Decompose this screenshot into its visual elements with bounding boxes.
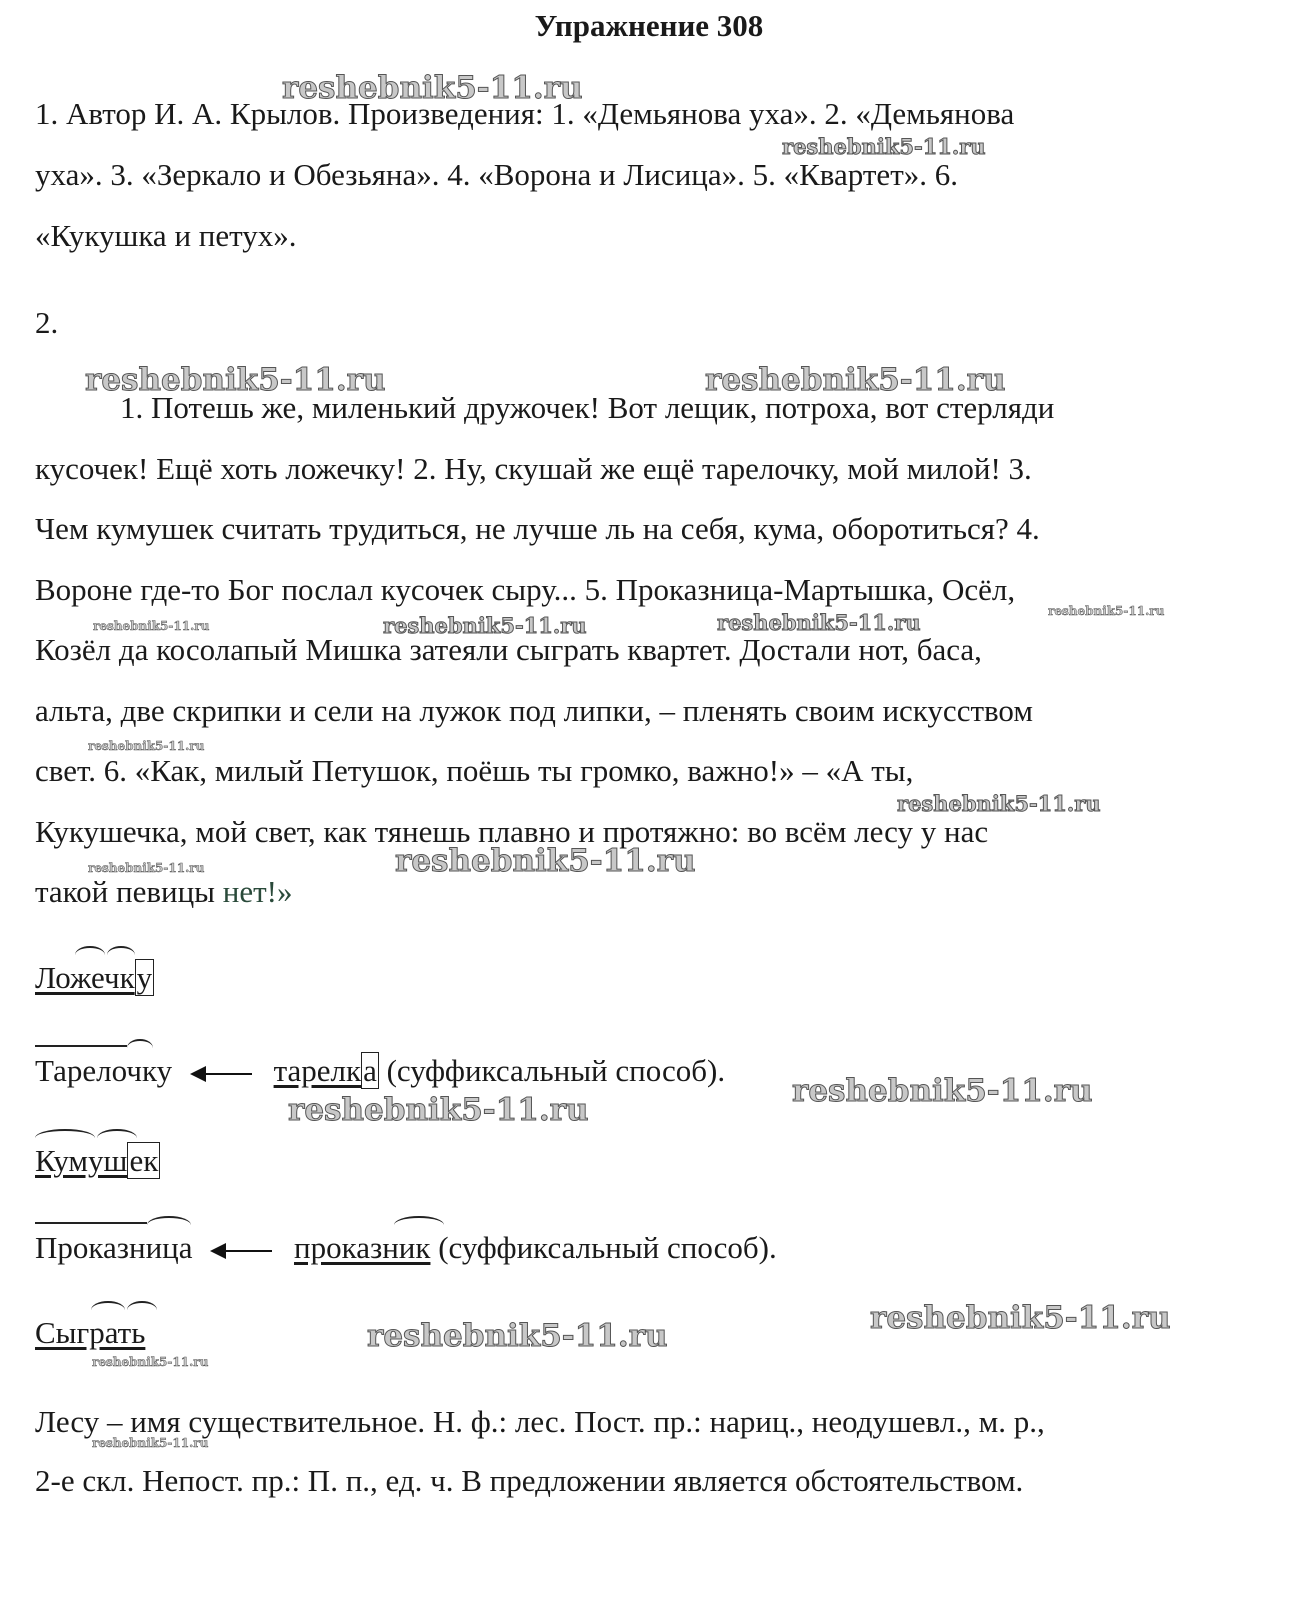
watermark: reshebnik5-11.ru [705,362,1006,398]
morph-sygrat [35,1315,145,1351]
paragraph-2-line-2: кусочек! Ещё хоть ложечку! 2. Ну, скушай же ещё тарелочку, мой милой! 3. [35,451,1032,486]
morph-word-stem [35,1315,145,1351]
ending-box: ек [129,1143,159,1178]
ending-box: а [363,1053,377,1088]
paragraph-2-line-7: свет. 6. «Как, милый Петушок, поёшь ты громко, важно!» – «А ты, [35,753,914,788]
watermark: reshebnik5-11.ru [870,1300,1171,1336]
method-note: (суффиксальный способ). [378,1053,726,1088]
watermark: reshebnik5-11.ru [383,613,587,638]
morph-word [35,1053,172,1089]
paragraph-2-line-8: Кукушечка, мой свет, как тянешь плавно и протяжно: во всём лесу у нас [35,814,989,849]
morph-word-text: Сыграть [35,1315,146,1350]
page-title: Упражнение 308 [534,8,764,43]
suffix-arc [107,946,135,964]
paragraph-1-line-1: 1. Автор И. А. Крылов. Произведения: 1. «Демьянова уха». 2. «Демьянова [35,96,1015,131]
paragraph-2-line-9-text: такой певицы [35,874,223,909]
watermark: reshebnik5-11.ru [92,1436,209,1450]
ending-box: у [136,960,153,995]
paragraph-2-line-3: Чем кумушек считать трудиться, не лучше ль на себя, кума, оборотиться? 4. [35,511,1040,546]
morph-tarelochku [35,1053,725,1089]
watermark: reshebnik5-11.ru [792,1073,1093,1109]
paragraph-1-line-2: уха». 3. «Зеркало и Обезьяна». 4. «Ворона и Лисица». 5. «Квартет». 6. [35,157,958,192]
suffix-arc [394,1216,444,1234]
watermark: reshebnik5-11.ru [92,1355,209,1369]
arrow-left-icon [190,1064,252,1084]
watermark: reshebnik5-11.ru [897,791,1101,816]
source-word-text: проказник [294,1230,431,1265]
watermark: reshebnik5-11.ru [88,861,205,875]
suffix-arc [127,1039,153,1057]
suffix-arc [97,1129,137,1147]
morph-word-text: Тарелочку [35,1053,173,1088]
method-note: (суффиксальный способ). [430,1230,777,1265]
root-line [35,1222,147,1224]
paragraph-2-line-5: Козёл да косолапый Мишка затеяли сыграть квартет. Достали нот, баса, [35,632,982,667]
morph-word-text: Проказница [35,1230,193,1265]
source-word-stem: тарелк [273,1053,362,1088]
morph-kumushek [35,1143,160,1179]
watermark: reshebnik5-11.ru [288,1092,589,1128]
arrow-left-icon [210,1241,272,1261]
morph-lozhechku [35,960,154,996]
watermark: reshebnik5-11.ru [282,70,583,106]
section-2-label: 2. [35,305,59,340]
watermark: reshebnik5-11.ru [88,739,205,753]
watermark: reshebnik5-11.ru [367,1318,668,1354]
watermark: reshebnik5-11.ru [782,134,986,159]
suffix-arc [127,1301,157,1319]
paragraph-1-line-3: «Кукушка и петух». [35,218,297,253]
root-arc [35,1129,95,1147]
root-arc [91,1301,125,1319]
watermark: reshebnik5-11.ru [1048,604,1165,618]
paragraph-3-line-2: 2-е скл. Непост. пр.: П. п., ед. ч. В предложении является обстоятельством. [35,1463,1024,1498]
morph-stem-text: Ложечк [35,960,135,995]
morph-word-stem [35,1143,127,1179]
paragraph-2-line-9 [35,874,293,910]
watermark: reshebnik5-11.ru [395,843,696,879]
root-line [35,1045,127,1047]
source-word [294,1230,430,1266]
paragraph-2-line-6: альта, две скрипки и сели на лужок под липки, – пленять своим искусством [35,693,1033,728]
morph-stem-text: Кумуш [35,1143,128,1178]
paragraph-3-line-1: Лесу – имя существительное. Н. ф.: лес. Пост. пр.: нариц., неодушевл., м. р., [35,1404,1045,1439]
root-arc [75,946,105,964]
morph-word [35,1230,193,1266]
watermark: reshebnik5-11.ru [717,610,921,635]
suffix-arc [147,1216,191,1234]
paragraph-2-line-1: 1. Потешь же, миленький дружочек! Вот лещик, потроха, вот стерляди [120,390,1055,425]
paragraph-2-line-9-end: нет!» [222,874,293,909]
watermark: reshebnik5-11.ru [93,619,210,633]
morph-prokaznitsa [35,1230,777,1266]
morph-word-stem [35,960,135,996]
paragraph-2-line-4: Вороне где-то Бог послал кусочек сыру... 5. Проказница-Мартышка, Осёл, [35,572,1016,607]
watermark: reshebnik5-11.ru [85,362,386,398]
